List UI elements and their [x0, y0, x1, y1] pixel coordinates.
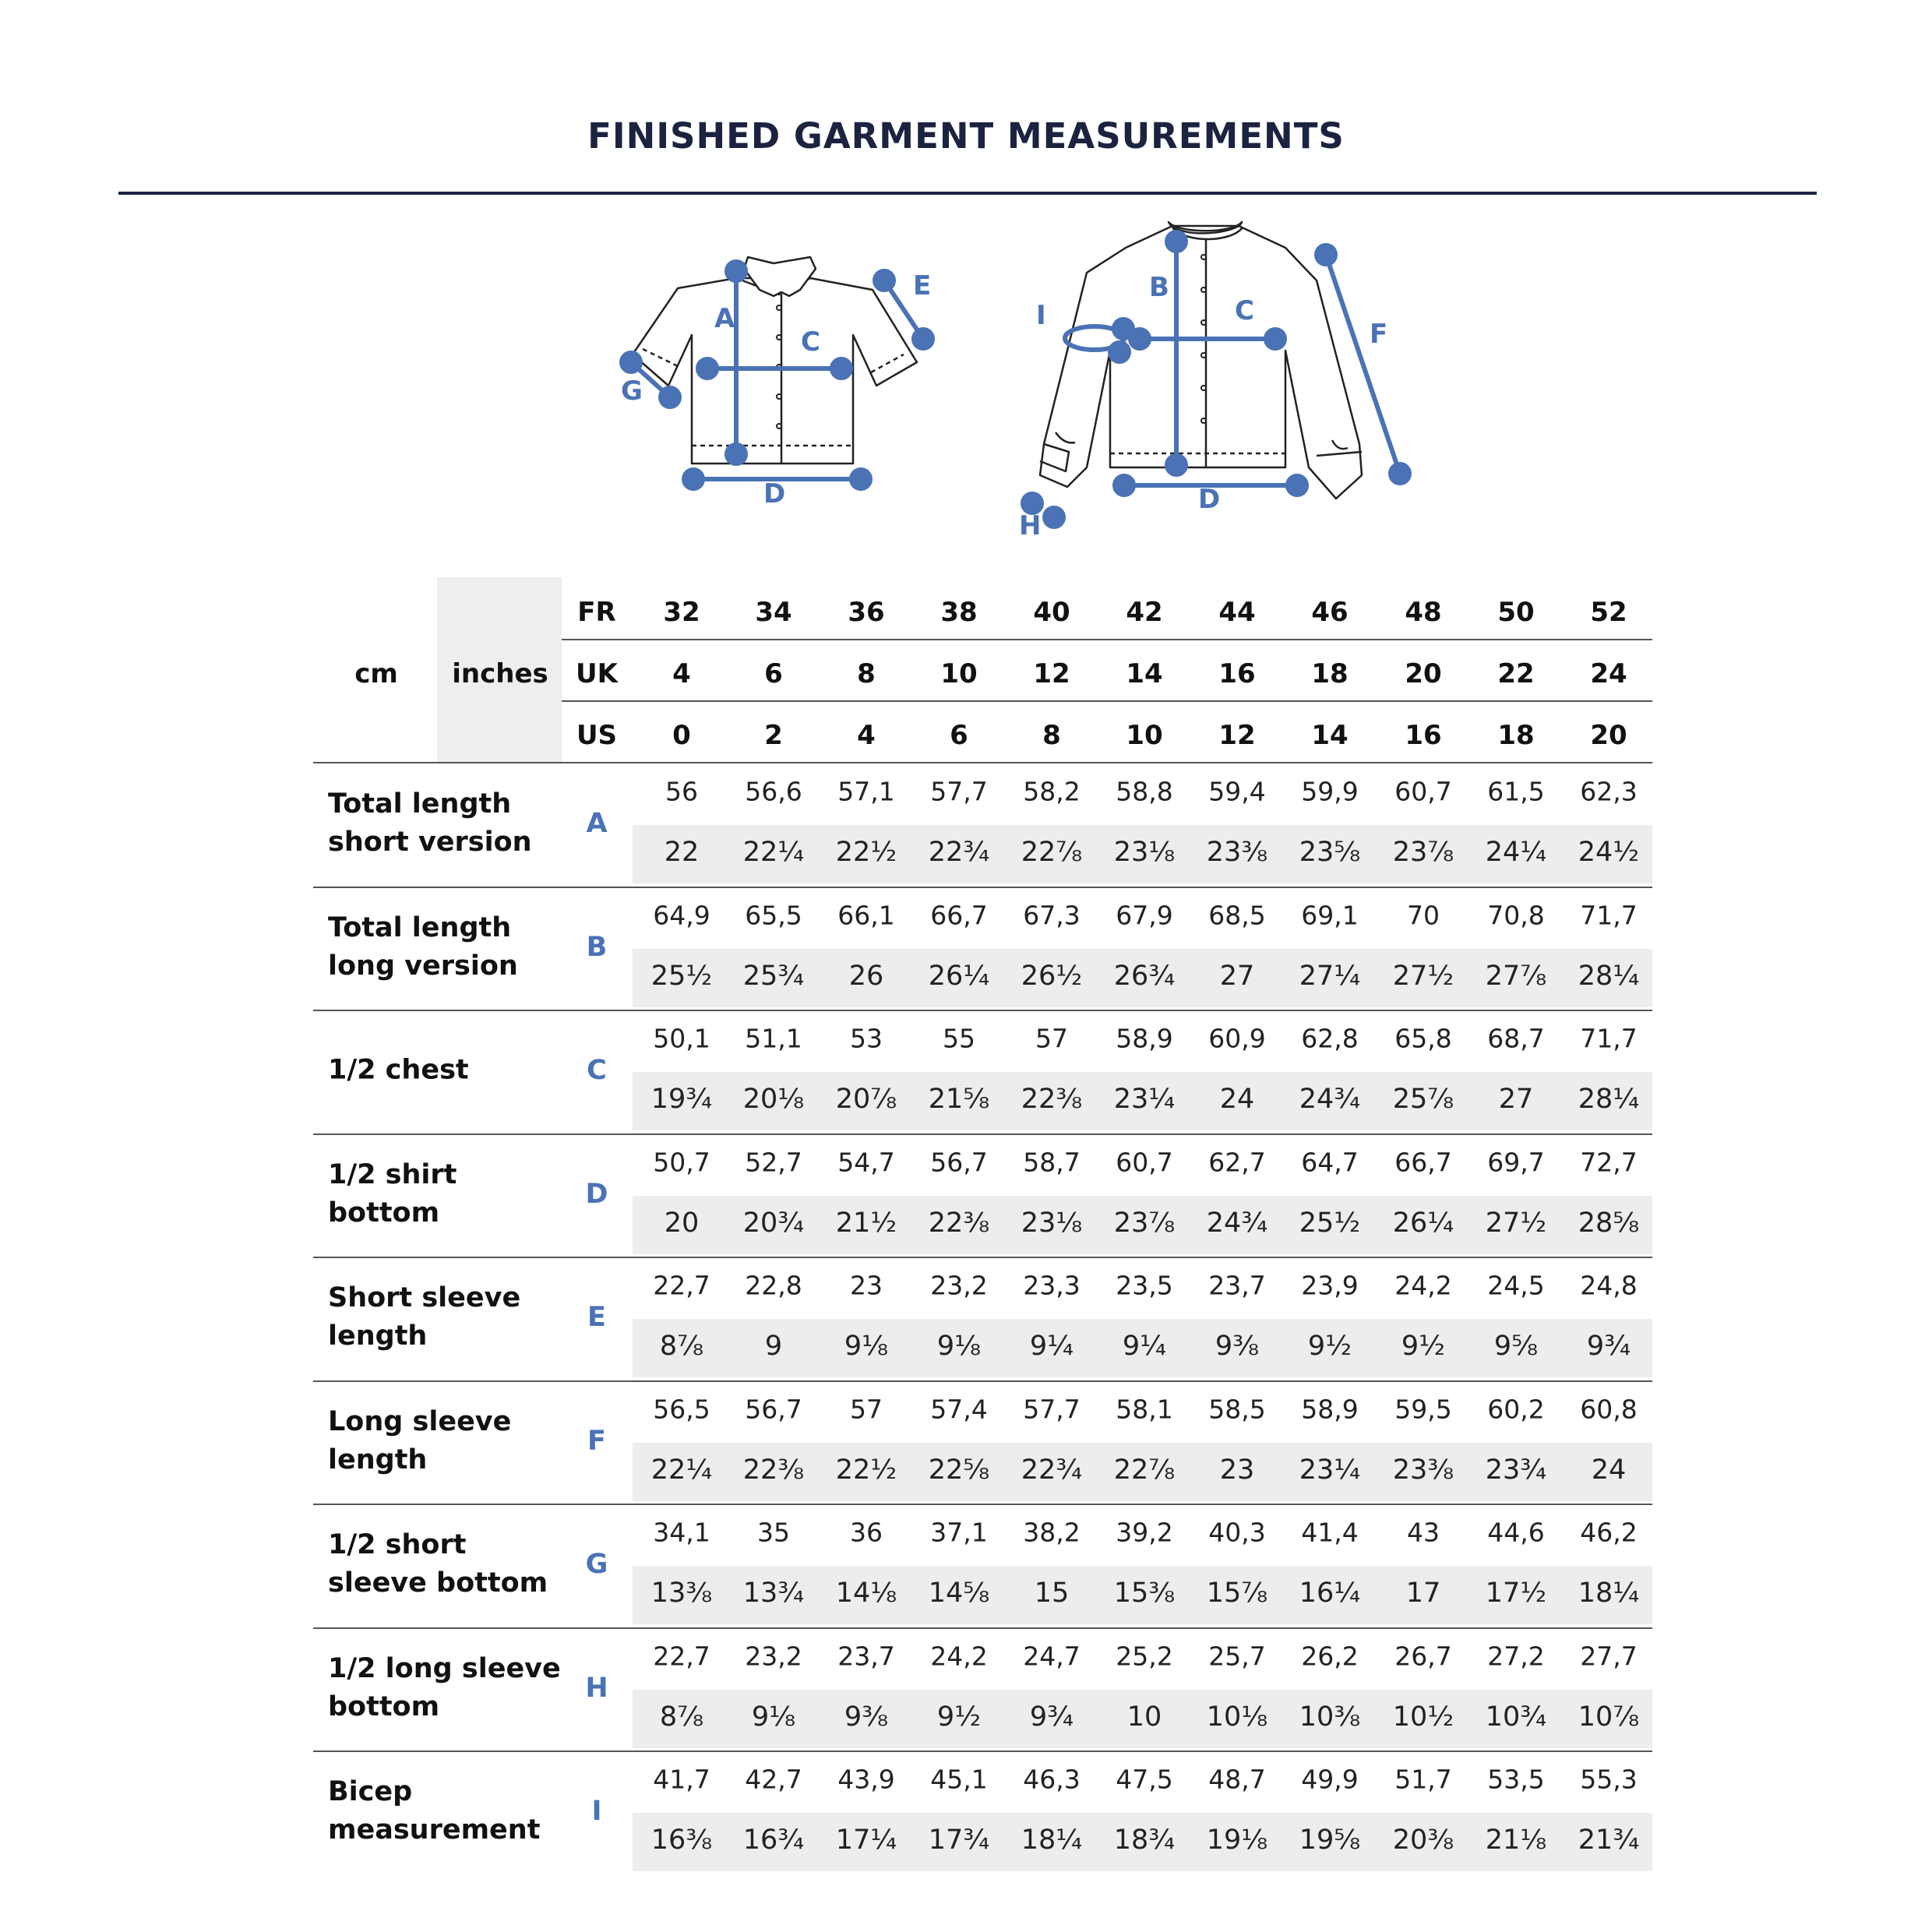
inch-value-cell: 9⅝	[1493, 1331, 1539, 1362]
measurement-letter: E	[587, 1302, 606, 1333]
cm-value-cell: 60,2	[1487, 1394, 1545, 1424]
inch-value-cell: 13¾	[742, 1578, 805, 1609]
inch-value-cell: 8⅞	[659, 1331, 704, 1362]
size-header-cell: 12	[1218, 720, 1256, 751]
cm-value-cell: 71,7	[1580, 1023, 1638, 1054]
cm-value-cell: 24,5	[1487, 1270, 1545, 1301]
inch-value-cell: 15⅞	[1206, 1578, 1268, 1609]
cm-value-cell: 59,4	[1208, 776, 1266, 807]
cm-value-cell: 57,4	[930, 1394, 988, 1424]
inch-value-cell: 23⅜	[1206, 837, 1268, 868]
measurement-letter: F	[587, 1425, 606, 1457]
inch-value-cell: 23⅝	[1299, 837, 1361, 868]
inch-value-cell: 10⅞	[1578, 1701, 1640, 1733]
inch-value-cell: 27⅞	[1485, 960, 1547, 992]
inch-value-cell: 22⅞	[1113, 1454, 1176, 1486]
inch-value-cell: 10⅛	[1206, 1701, 1268, 1733]
cm-value-cell: 54,7	[837, 1147, 895, 1177]
inch-value-cell: 23¾	[1485, 1454, 1547, 1486]
cm-value-cell: 23,2	[930, 1270, 988, 1301]
inch-value-cell: 26	[848, 960, 884, 992]
dim-label-g: G	[621, 375, 643, 407]
inch-value-cell: 15⅜	[1113, 1578, 1176, 1609]
cm-value-cell: 60,7	[1116, 1147, 1173, 1177]
cm-value-cell: 39,2	[1116, 1517, 1173, 1548]
size-header-cell: 36	[848, 597, 885, 628]
cm-value-cell: 25,7	[1208, 1641, 1266, 1671]
cm-value-cell: 38,2	[1023, 1517, 1081, 1548]
cm-value-cell: 57	[1035, 1023, 1068, 1054]
unit-inches-label: inches	[452, 658, 548, 689]
cm-value-cell: 23,3	[1023, 1270, 1081, 1301]
size-header-cell: 44	[1218, 597, 1256, 628]
inch-value-cell: 17½	[1485, 1578, 1547, 1609]
cm-value-cell: 23,5	[1116, 1270, 1173, 1301]
size-system-label: UK	[576, 658, 618, 689]
inch-value-cell: 28¼	[1578, 1084, 1640, 1115]
inch-value-cell: 8⅞	[659, 1701, 704, 1733]
inch-value-cell: 23⅞	[1392, 837, 1454, 868]
size-header-cell: 4	[672, 658, 691, 689]
inch-value-cell: 27½	[1485, 1207, 1547, 1239]
cm-value-cell: 35	[757, 1517, 790, 1548]
measurement-label: 1/2 chest	[328, 1054, 469, 1086]
cm-value-cell: 58,1	[1116, 1394, 1173, 1424]
cm-value-cell: 56,7	[745, 1394, 802, 1424]
inch-value-cell: 18¼	[1021, 1824, 1083, 1856]
size-header-cell: 18	[1497, 720, 1535, 751]
garment-diagrams	[0, 210, 1932, 569]
cm-value-cell: 72,7	[1580, 1147, 1638, 1177]
inch-value-cell: 23⅛	[1113, 837, 1176, 868]
size-header-cell: 8	[857, 658, 876, 689]
cm-value-cell: 23,7	[1208, 1270, 1266, 1301]
inch-value-cell: 9¼	[1122, 1331, 1167, 1362]
inch-value-cell: 21½	[835, 1207, 897, 1239]
inch-value-cell: 26¾	[1113, 960, 1176, 992]
cm-value-cell: 56,7	[930, 1147, 988, 1177]
cm-value-cell: 66,1	[837, 900, 895, 930]
cm-value-cell: 65,5	[745, 900, 802, 930]
cm-value-cell: 42,7	[745, 1764, 802, 1795]
inch-value-cell: 25⅞	[1392, 1084, 1454, 1115]
inch-value-cell: 14⅛	[835, 1578, 897, 1609]
inch-value-cell: 23⅞	[1113, 1207, 1176, 1239]
cm-value-cell: 58,9	[1116, 1023, 1173, 1054]
inch-value-cell: 9¾	[1586, 1331, 1631, 1362]
cm-value-cell: 41,7	[653, 1764, 710, 1795]
dim-label-b: B	[1149, 272, 1169, 303]
cm-value-cell: 49,9	[1301, 1764, 1359, 1795]
cm-value-cell: 67,9	[1116, 900, 1173, 930]
cm-value-cell: 56,5	[653, 1394, 710, 1424]
cm-value-cell: 65,8	[1394, 1023, 1452, 1054]
measurement-label: Bicep measurement	[328, 1776, 541, 1846]
row-divider	[313, 1627, 1652, 1629]
dim-label-c-short: C	[801, 326, 820, 358]
size-header-cell: 4	[857, 720, 876, 751]
inch-value-cell: 15	[1034, 1578, 1070, 1609]
measurement-letter: B	[586, 931, 608, 963]
long-sleeve-shirt-illustration	[1040, 222, 1362, 499]
row-divider	[313, 1380, 1652, 1382]
size-system-label: FR	[577, 597, 616, 628]
inch-value-cell: 22¼	[742, 837, 805, 868]
inch-value-cell: 24¾	[1299, 1084, 1361, 1115]
cm-value-cell: 23,9	[1301, 1270, 1359, 1301]
measurement-letter: H	[585, 1672, 608, 1704]
size-header-cell: 34	[755, 597, 792, 628]
inch-value-cell: 26¼	[1392, 1207, 1454, 1239]
cm-value-cell: 61,5	[1487, 776, 1545, 807]
inch-value-cell: 22½	[835, 1454, 897, 1486]
cm-value-cell: 25,2	[1116, 1641, 1173, 1671]
inch-value-cell: 16¾	[742, 1824, 805, 1856]
measurement-letter: D	[585, 1178, 608, 1210]
inch-value-cell: 22⅜	[928, 1207, 990, 1239]
measurement-label: Long sleeve length	[328, 1405, 512, 1475]
cm-value-cell: 58,9	[1301, 1394, 1359, 1424]
cm-value-cell: 60,9	[1208, 1023, 1266, 1054]
cm-value-cell: 50,1	[653, 1023, 710, 1054]
dim-label-i: I	[1036, 300, 1046, 331]
inch-value-cell: 22¼	[650, 1454, 713, 1486]
inch-value-cell: 27	[1498, 1084, 1534, 1115]
inch-value-cell: 27	[1219, 960, 1255, 992]
measurement-label: Short sleeve length	[328, 1282, 521, 1352]
cm-value-cell: 62,8	[1301, 1023, 1359, 1054]
dim-label-h: H	[1019, 510, 1042, 541]
size-header-cell: 24	[1590, 658, 1627, 689]
cm-value-cell: 68,7	[1487, 1023, 1545, 1054]
inch-value-cell: 28¼	[1578, 960, 1640, 992]
inch-value-cell: 14⅝	[928, 1578, 990, 1609]
cm-value-cell: 44,6	[1487, 1517, 1545, 1548]
cm-value-cell: 60,8	[1580, 1394, 1638, 1424]
page-title: FINISHED GARMENT MEASUREMENTS	[587, 115, 1345, 157]
inch-value-cell: 13⅜	[650, 1578, 713, 1609]
cm-value-cell: 57,7	[930, 776, 988, 807]
size-header-cell: 8	[1042, 720, 1061, 751]
size-header-cell: 6	[764, 658, 783, 689]
inch-value-cell: 24	[1219, 1084, 1255, 1115]
size-header-cell: 14	[1311, 720, 1349, 751]
inch-value-cell: 26½	[1021, 960, 1083, 992]
inch-value-cell: 16⅜	[650, 1824, 713, 1856]
inch-value-cell: 10	[1126, 1701, 1162, 1733]
inch-value-cell: 20¾	[742, 1207, 805, 1239]
measurement-label: Total length short version	[328, 788, 532, 858]
cm-value-cell: 58,2	[1023, 776, 1081, 807]
measurement-letter: C	[587, 1055, 607, 1086]
measurement-label: Total length long version	[328, 911, 518, 982]
inch-value-cell: 23¼	[1299, 1454, 1361, 1486]
cm-value-cell: 66,7	[1394, 1147, 1452, 1177]
inch-value-cell: 10¾	[1485, 1701, 1547, 1733]
size-header-cell: 38	[940, 597, 978, 628]
cm-value-cell: 23,7	[837, 1641, 895, 1671]
cm-value-cell: 43	[1407, 1517, 1440, 1548]
cm-value-cell: 46,3	[1023, 1764, 1081, 1795]
measurement-label: 1/2 long sleeve bottom	[328, 1652, 561, 1722]
size-header-cell: 46	[1311, 597, 1349, 628]
inch-value-cell: 23¼	[1113, 1084, 1176, 1115]
cm-value-cell: 47,5	[1116, 1764, 1173, 1795]
cm-value-cell: 56,6	[745, 776, 802, 807]
row-divider	[313, 1133, 1652, 1135]
measurement-letter: I	[591, 1796, 602, 1827]
cm-value-cell: 68,5	[1208, 900, 1266, 930]
size-header-cell: 18	[1311, 658, 1349, 689]
title-divider	[118, 192, 1817, 195]
inch-value-cell: 22⅜	[1021, 1084, 1083, 1115]
inch-value-cell: 9¼	[1029, 1331, 1074, 1362]
inch-value-cell: 20⅛	[742, 1084, 805, 1115]
dim-label-f: F	[1370, 319, 1388, 350]
short-sleeve-shirt-illustration	[633, 257, 917, 464]
cm-value-cell: 48,7	[1208, 1764, 1266, 1795]
cm-value-cell: 66,7	[930, 900, 988, 930]
inch-value-cell: 9½	[1307, 1331, 1352, 1362]
inch-value-cell: 24¼	[1485, 837, 1547, 868]
inch-value-cell: 26¼	[928, 960, 990, 992]
inch-value-cell: 9½	[1401, 1331, 1446, 1362]
size-header-cell: 42	[1126, 597, 1163, 628]
inch-value-cell: 16¼	[1299, 1578, 1361, 1609]
inch-value-cell: 20	[664, 1207, 700, 1239]
inch-value-cell: 9⅛	[751, 1701, 796, 1733]
size-header-cell: 22	[1497, 658, 1535, 689]
unit-cm-label: cm	[354, 658, 398, 689]
row-divider	[313, 1504, 1652, 1505]
inch-value-cell: 22	[664, 837, 700, 868]
inch-value-cell: 18¼	[1578, 1578, 1640, 1609]
inch-value-cell: 25¾	[742, 960, 805, 992]
inch-value-cell: 21⅛	[1485, 1824, 1547, 1856]
cm-value-cell: 64,9	[653, 900, 710, 930]
cm-value-cell: 46,2	[1580, 1517, 1638, 1548]
cm-value-cell: 26,2	[1301, 1641, 1359, 1671]
inch-value-cell: 17¾	[928, 1824, 990, 1856]
cm-value-cell: 26,7	[1394, 1641, 1452, 1671]
cm-value-cell: 27,2	[1487, 1641, 1545, 1671]
inch-value-cell: 23⅜	[1392, 1454, 1454, 1486]
size-header-cell: 40	[1033, 597, 1070, 628]
cm-value-cell: 57,1	[837, 776, 895, 807]
row-divider	[313, 1257, 1652, 1258]
inch-value-cell: 20⅞	[835, 1084, 897, 1115]
inch-value-cell: 22⅞	[1021, 837, 1083, 868]
inch-value-cell: 25½	[650, 960, 713, 992]
cm-value-cell: 58,8	[1116, 776, 1173, 807]
cm-value-cell: 58,7	[1023, 1147, 1081, 1177]
cm-value-cell: 22,7	[653, 1270, 710, 1301]
size-header-cell: 0	[672, 720, 691, 751]
size-header-cell: 50	[1497, 597, 1535, 628]
cm-value-cell: 55	[943, 1023, 975, 1054]
header-divider	[562, 700, 1652, 702]
dim-label-d-long: D	[1198, 484, 1221, 515]
cm-value-cell: 52,7	[745, 1147, 802, 1177]
cm-value-cell: 62,7	[1208, 1147, 1266, 1177]
inch-value-cell: 21¾	[1578, 1824, 1640, 1856]
cm-value-cell: 50,7	[653, 1147, 710, 1177]
cm-value-cell: 67,3	[1023, 900, 1081, 930]
dim-label-a: A	[714, 303, 735, 334]
cm-value-cell: 22,8	[745, 1270, 802, 1301]
inch-value-cell: 23⅛	[1021, 1207, 1083, 1239]
cm-value-cell: 69,1	[1301, 900, 1359, 930]
cm-value-cell: 69,7	[1487, 1147, 1545, 1177]
inch-value-cell: 27½	[1392, 960, 1454, 992]
size-header-cell: 2	[764, 720, 783, 751]
inch-value-cell: 9½	[936, 1701, 982, 1733]
inch-value-cell: 18¾	[1113, 1824, 1176, 1856]
cm-value-cell: 43,9	[837, 1764, 895, 1795]
size-header-cell: 10	[1126, 720, 1163, 751]
inch-value-cell: 9	[764, 1331, 783, 1362]
cm-value-cell: 41,4	[1301, 1517, 1359, 1548]
cm-value-cell: 22,7	[653, 1641, 710, 1671]
cm-value-cell: 24,7	[1023, 1641, 1081, 1671]
size-system-label: US	[576, 720, 618, 751]
cm-value-cell: 45,1	[930, 1764, 988, 1795]
cm-value-cell: 57,7	[1023, 1394, 1081, 1424]
cm-value-cell: 23,2	[745, 1641, 802, 1671]
inch-value-cell: 9⅜	[1215, 1331, 1260, 1362]
measurement-letter: A	[586, 808, 608, 839]
size-header-cell: 16	[1405, 720, 1442, 751]
cm-value-cell: 59,5	[1394, 1394, 1452, 1424]
size-header-cell: 20	[1590, 720, 1627, 751]
inch-value-cell: 9¾	[1029, 1701, 1074, 1733]
cm-value-cell: 53	[850, 1023, 883, 1054]
inch-value-cell: 19¾	[650, 1084, 713, 1115]
measurement-label: 1/2 shirt bottom	[328, 1158, 457, 1229]
cm-value-cell: 23	[850, 1270, 883, 1301]
inch-value-cell: 28⅝	[1578, 1207, 1640, 1239]
inch-value-cell: 9⅜	[844, 1701, 889, 1733]
header-bottom-divider	[313, 762, 1652, 763]
row-divider	[313, 1010, 1652, 1011]
cm-value-cell: 70,8	[1487, 900, 1545, 930]
inch-value-cell: 24½	[1578, 837, 1640, 868]
inch-value-cell: 10⅜	[1299, 1701, 1361, 1733]
size-header-cell: 12	[1033, 658, 1070, 689]
size-header-cell: 48	[1405, 597, 1442, 628]
cm-value-cell: 53,5	[1487, 1764, 1545, 1795]
inch-value-cell: 10½	[1392, 1701, 1454, 1733]
inch-value-cell: 23	[1219, 1454, 1255, 1486]
inch-value-cell: 25½	[1299, 1207, 1361, 1239]
cm-value-cell: 24,8	[1580, 1270, 1638, 1301]
inch-value-cell: 22⅝	[928, 1454, 990, 1486]
inch-value-cell: 27¼	[1299, 960, 1361, 992]
cm-value-cell: 56	[665, 776, 698, 807]
cm-value-cell: 60,7	[1394, 776, 1452, 807]
cm-value-cell: 40,3	[1208, 1517, 1266, 1548]
cm-value-cell: 27,7	[1580, 1641, 1638, 1671]
inch-value-cell: 19⅝	[1299, 1824, 1361, 1856]
cm-value-cell: 71,7	[1580, 900, 1638, 930]
cm-value-cell: 34,1	[653, 1517, 710, 1548]
size-header-cell: 14	[1126, 658, 1163, 689]
size-header-cell: 20	[1405, 658, 1442, 689]
measurement-label: 1/2 short sleeve bottom	[328, 1529, 548, 1599]
cm-value-cell: 62,3	[1580, 776, 1638, 807]
inch-value-cell: 9⅛	[844, 1331, 889, 1362]
dim-label-c-long: C	[1235, 295, 1254, 326]
cm-value-cell: 59,9	[1301, 776, 1359, 807]
cm-value-cell: 57	[850, 1394, 883, 1424]
inch-value-cell: 22¾	[1021, 1454, 1083, 1486]
cm-value-cell: 36	[850, 1517, 883, 1548]
inch-value-cell: 19⅛	[1206, 1824, 1268, 1856]
inch-value-cell: 24	[1591, 1454, 1627, 1486]
dim-label-e: E	[913, 270, 932, 301]
size-header-cell: 6	[950, 720, 968, 751]
cm-value-cell: 51,7	[1394, 1764, 1452, 1795]
cm-value-cell: 24,2	[930, 1641, 988, 1671]
size-header-cell: 16	[1218, 658, 1256, 689]
size-header-cell: 32	[663, 597, 700, 628]
row-divider	[313, 1750, 1652, 1752]
cm-value-cell: 58,5	[1208, 1394, 1266, 1424]
measurement-letter: G	[585, 1549, 608, 1580]
inch-value-cell: 22½	[835, 837, 897, 868]
cm-value-cell: 24,2	[1394, 1270, 1452, 1301]
header-divider	[562, 639, 1652, 640]
row-divider	[313, 887, 1652, 888]
cm-value-cell: 37,1	[930, 1517, 988, 1548]
size-header-cell: 52	[1590, 597, 1627, 628]
inch-value-cell: 21⅝	[928, 1084, 990, 1115]
inch-value-cell: 9⅛	[936, 1331, 982, 1362]
dim-label-d-short: D	[763, 478, 786, 509]
inch-value-cell: 24¾	[1206, 1207, 1268, 1239]
cm-value-cell: 64,7	[1301, 1147, 1359, 1177]
cm-value-cell: 55,3	[1580, 1764, 1638, 1795]
cm-value-cell: 51,1	[745, 1023, 802, 1054]
size-header-cell: 10	[940, 658, 978, 689]
inch-value-cell: 22¾	[928, 837, 990, 868]
inch-value-cell: 20⅜	[1392, 1824, 1454, 1856]
inch-value-cell: 17	[1405, 1578, 1441, 1609]
cm-value-cell: 70	[1407, 900, 1440, 930]
inch-value-cell: 22⅜	[742, 1454, 805, 1486]
inch-value-cell: 17¼	[835, 1824, 897, 1856]
